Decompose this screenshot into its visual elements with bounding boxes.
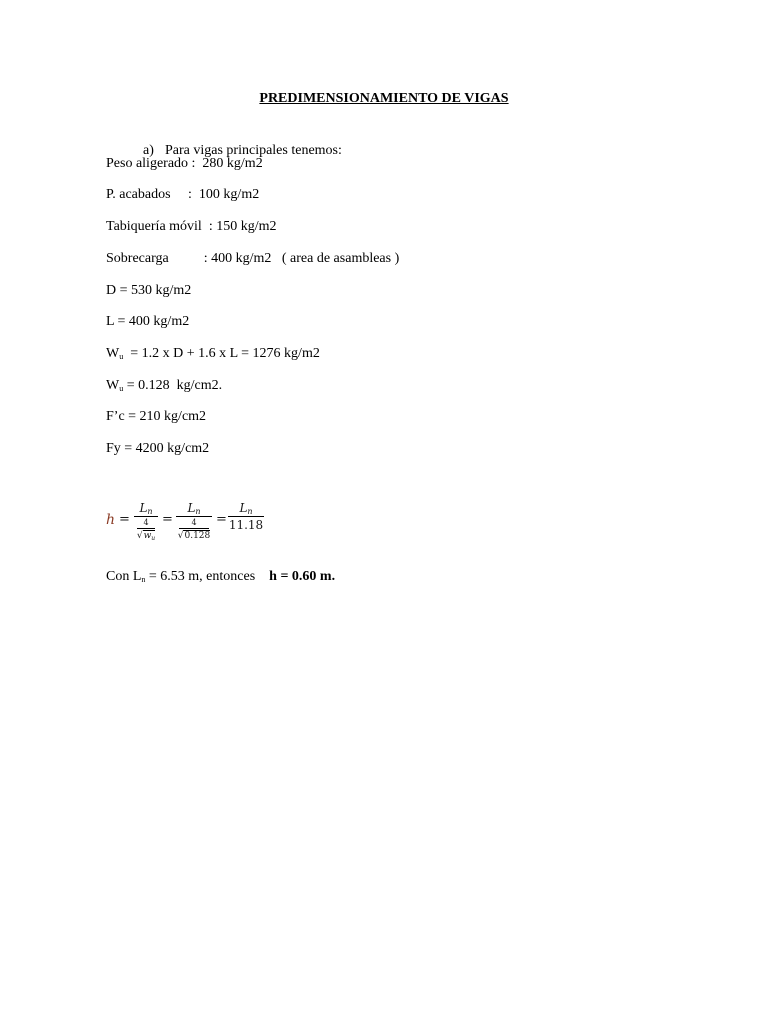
list-marker: a) <box>143 143 154 158</box>
load-tabiqueria: Tabiquería móvil : 150 kg/m2 <box>106 219 277 234</box>
ln-symbol: L <box>139 501 148 515</box>
document-title: PREDIMENSIONAMIENTO DE VIGAS <box>259 91 509 106</box>
wu-symbol: w <box>143 531 152 541</box>
fraction-four: 4 <box>191 518 197 527</box>
conclusion-result: h = 0.60 m. <box>269 569 336 584</box>
sqrt-wu: $√w_u$ <box>136 531 156 542</box>
list-item-text: Para vigas principales tenemos: <box>165 143 342 158</box>
concrete-strength: F’c = 210 kg/cm2 <box>106 409 207 424</box>
wu-symbol: W <box>106 346 120 361</box>
load-peso-aligerado: Peso aligerado : 280 kg/m2 <box>106 156 263 171</box>
fraction-numerator <box>228 500 264 516</box>
fraction-3 <box>228 500 264 533</box>
wu-value <box>106 377 222 395</box>
fraction-numerator <box>134 500 158 516</box>
formula-equals: = <box>162 512 173 527</box>
wu-expression: = 1.2 x D + 1.6 x L = 1276 kg/m2 <box>123 346 320 361</box>
wu-expression: = 0.128 kg/cm2. <box>123 378 223 393</box>
sqrt-value: √0.128 <box>177 531 211 541</box>
conclusion-prefix: Con L <box>106 569 142 584</box>
formula-equals: = <box>216 512 227 527</box>
load-acabados: P. acabados : 100 kg/m2 <box>106 187 260 202</box>
wu-combination <box>106 345 320 363</box>
fraction-numerator <box>176 500 212 516</box>
ln-subscript: n <box>195 507 201 516</box>
ln-subscript: n <box>247 507 253 516</box>
wu-symbol: W <box>106 378 120 393</box>
formula-equals: = <box>119 512 130 527</box>
conclusion-text: = 6.53 m, entonces <box>145 569 270 584</box>
fraction-denominator: 11.18 <box>228 518 264 532</box>
ln-symbol: L <box>187 501 196 515</box>
formula-h: h <box>106 512 116 528</box>
ln-symbol: L <box>239 501 248 515</box>
steel-yield: Fy = 4200 kg/cm2 <box>106 441 210 456</box>
sqrt-number: 0.128 <box>184 531 211 541</box>
dead-load: D = 530 kg/m2 <box>106 283 192 298</box>
load-sobrecarga: Sobrecarga : 400 kg/m2 ( area de asambleas ) <box>106 251 400 266</box>
fraction-2 <box>176 500 212 543</box>
wu-subscript: u <box>119 352 124 361</box>
ln-subscript: n <box>147 507 153 516</box>
wu-subscript: u <box>119 384 124 393</box>
live-load: L = 400 kg/m2 <box>106 314 190 329</box>
fraction-1 <box>134 500 158 543</box>
fraction-four: 4 <box>143 518 149 527</box>
conclusion <box>106 568 335 586</box>
wu-subscript: u <box>151 535 156 542</box>
ln-subscript: n <box>141 575 146 584</box>
